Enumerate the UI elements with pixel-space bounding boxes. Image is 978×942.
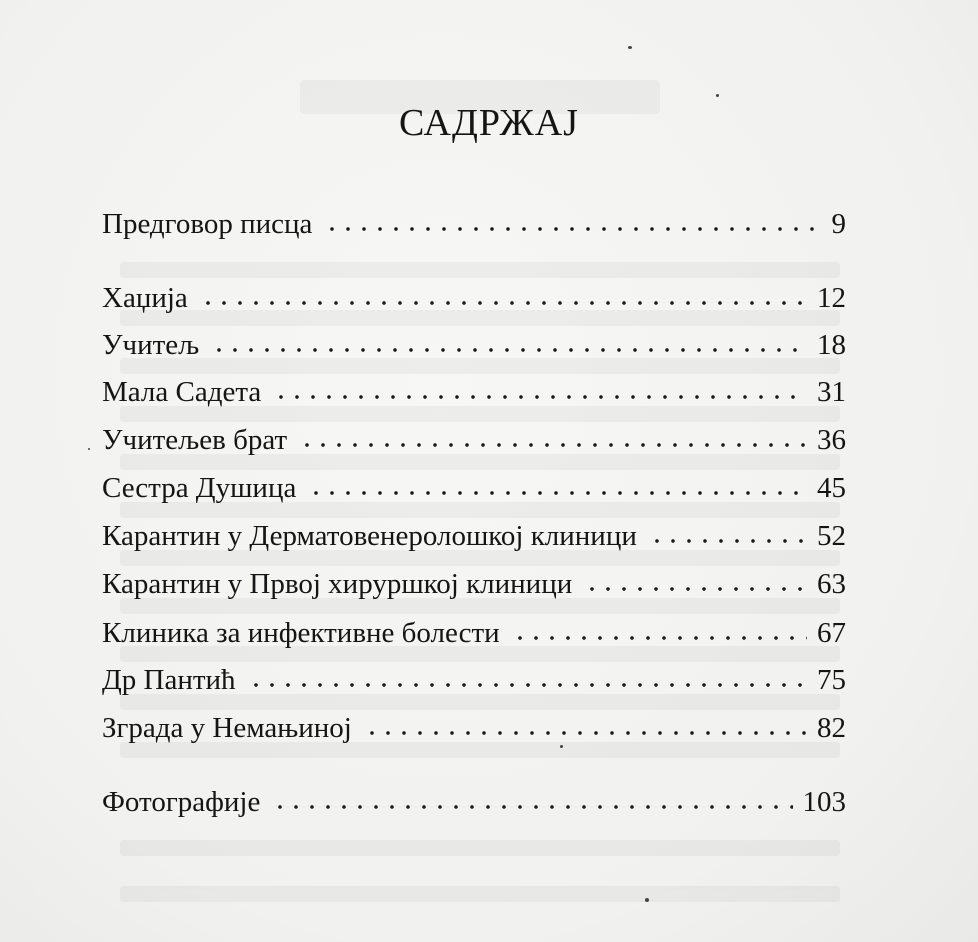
toc-entry-page: 45: [817, 472, 846, 504]
toc-entry-page: 52: [817, 520, 846, 552]
toc-entry: [102, 615, 846, 651]
dot-leader: [364, 727, 807, 739]
toc-entry-title: Мала Садета: [102, 376, 262, 408]
toc-entry: [102, 470, 846, 506]
toc-entry-page: 31: [817, 376, 846, 408]
toc-entry: [102, 784, 846, 820]
dot-leader: [200, 297, 807, 309]
toc-entry: [102, 280, 846, 316]
toc-entry-title: Карантин у Првој хируршкој клиници: [102, 568, 573, 600]
toc-entry-page: 63: [817, 568, 846, 600]
toc-entry-page: 12: [817, 282, 846, 314]
toc-entry-title: Учитељев брат: [102, 424, 288, 456]
toc-entry-title: Зграда у Немањиној: [102, 712, 352, 744]
paper-speck: [560, 745, 563, 748]
dot-leader: [308, 487, 807, 499]
toc-entry: [102, 710, 846, 746]
toc-entry: [102, 374, 846, 410]
paper-speck: [645, 898, 649, 902]
page-title: САДРЖАЈ: [399, 102, 579, 145]
toc-entry: [102, 206, 846, 242]
paper-speck: [628, 46, 632, 49]
dot-leader: [584, 583, 807, 595]
toc-entry-title: Предговор писца: [102, 208, 313, 240]
dot-leader: [512, 632, 807, 644]
toc-entry-title: Учитељ: [102, 329, 200, 361]
toc-entry-page: 75: [817, 664, 846, 696]
dot-leader: [248, 679, 807, 691]
paper-speck: [716, 94, 719, 97]
dot-leader: [272, 801, 792, 813]
toc-entry-page: 67: [817, 617, 846, 649]
dot-leader: [273, 391, 807, 403]
dot-leader: [324, 223, 821, 235]
toc-entry-title: Клиника за инфективне болести: [102, 617, 500, 649]
toc-entry: [102, 662, 846, 698]
toc-entry-title: Др Пантић: [102, 664, 236, 696]
toc-entry-title: Карантин у Дерматовенеролошкој клиници: [102, 520, 637, 552]
dot-leader: [211, 344, 807, 356]
toc-entry-page: 82: [817, 712, 846, 744]
toc-entry-page: 9: [831, 208, 846, 240]
toc-entry-page: 36: [817, 424, 846, 456]
toc-entry-title: Фотографије: [102, 786, 261, 818]
toc-entry-page: 103: [802, 786, 846, 818]
toc-entry: [102, 518, 846, 554]
toc-entry-page: 18: [817, 329, 846, 361]
toc-entry: [102, 566, 846, 602]
paper-speck: [88, 448, 90, 450]
toc-entry-title: Хаџија: [102, 282, 188, 314]
dot-leader: [299, 439, 807, 451]
dot-leader: [649, 535, 807, 547]
toc-entry-title: Сестра Душица: [102, 472, 297, 504]
toc-entry: [102, 422, 846, 458]
toc-entry: [102, 327, 846, 363]
